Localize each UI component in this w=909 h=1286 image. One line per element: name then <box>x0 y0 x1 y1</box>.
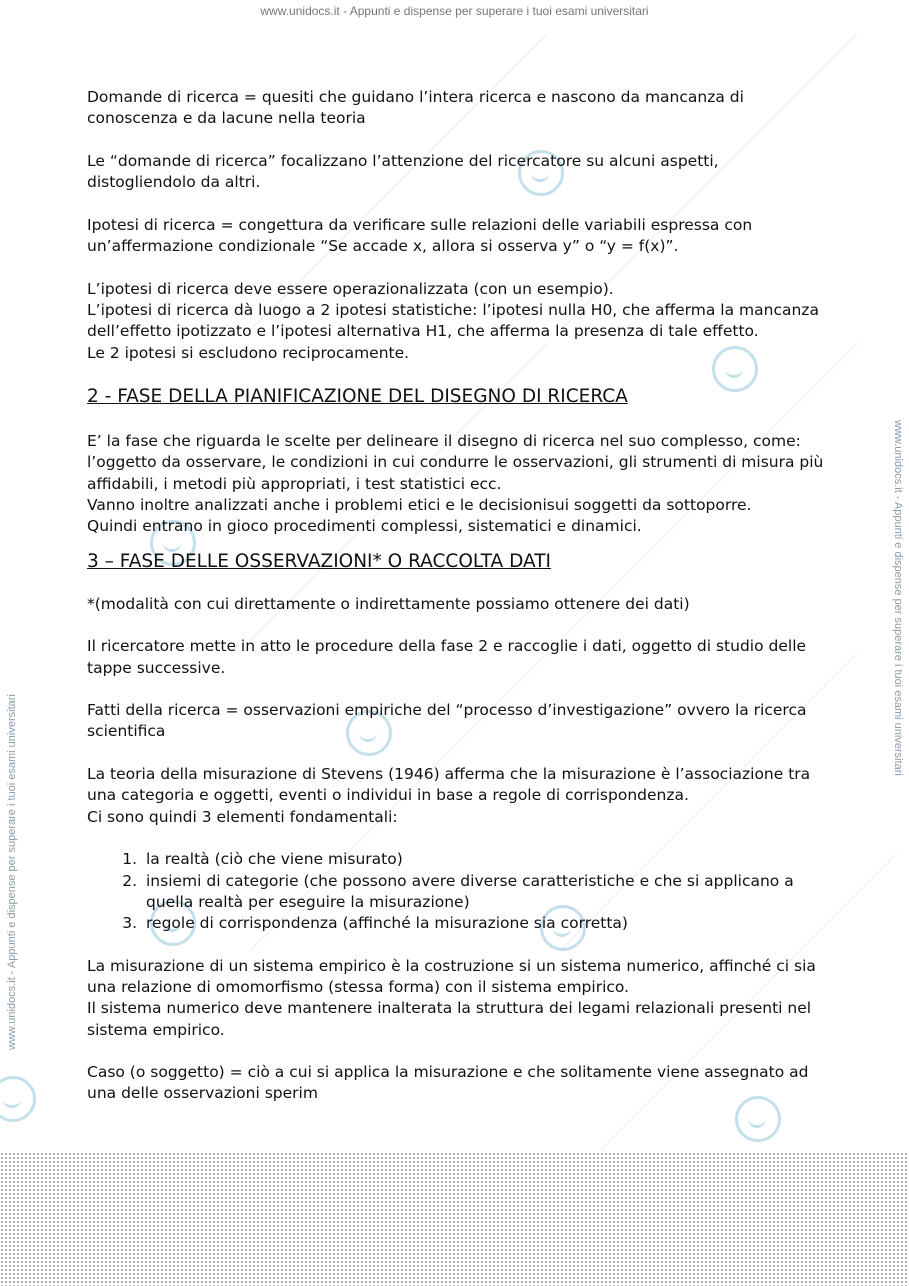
paragraph: Vanno inoltre analizzati anche i problemi etici e le decisionisui soggetti da sottoporre. <box>87 496 752 515</box>
elements-list <box>87 849 827 934</box>
watermark-banner: www.unidocs.it - Appunti e dispense per superare i tuoi esami universitari <box>260 4 649 18</box>
paragraph: Ipotesi di ricerca = congettura da verificare sulle relazioni delle variabili espressa con un’affermazione condizionale “Se accade x, allora si osserva y” o “y = f(x)”. <box>87 215 753 256</box>
watermark-side-text-right: www.unidocs.it - Appunti e dispense per superare i tuoi esami universitari <box>892 420 904 776</box>
obscured-region <box>0 1152 909 1286</box>
paragraph: L’ipotesi di ricerca dà luogo a 2 ipotesi statistiche: l’ipotesi nulla H0, che afferma la mancanza dell’effetto ipotizzato e l’ipotesi alternativa H1, che afferma la presenza di tale effetto. <box>87 300 819 341</box>
paragraph: La misurazione di un sistema empirico è la costruzione si un sistema numerico, affinché ci sia una relazione di omomorfismo (stessa forma) con il sistema empirico. <box>87 956 816 996</box>
paragraph: E’ la fase che riguarda le scelte per delineare il disegno di ricerca nel suo complesso, come: l’oggetto da osservare, le condizioni in cui condurre le osservazioni, gli strumenti di misura più affidabili, i metodi più appropriati, i test statistici ecc. <box>87 432 824 493</box>
paragraph: *(modalità con cui direttamente o indirettamente possiamo ottenere dei dati) <box>87 594 690 613</box>
paragraph: Caso (o soggetto) = ciò a cui si applica la misurazione e che solitamente viene assegnato ad una delle osservazioni sperim <box>87 1063 809 1103</box>
section-heading: 2 - FASE DELLA PIANIFICAZIONE DEL DISEGNO DI RICERCA <box>87 386 628 408</box>
paragraph: Quindi entrano in gioco procedimenti complessi, sistematici e dinamici. <box>87 517 642 536</box>
document-body <box>87 87 827 1126</box>
paragraph: Fatti della ricerca = osservazioni empiriche del “processo d’investigazione” ovvero la ricerca scientifica <box>87 701 807 741</box>
watermark-side-text-left: www.unidocs.it - Appunti e dispense per superare i tuoi esami universitari <box>6 694 18 1050</box>
paragraph: L’ipotesi di ricerca deve essere operazionalizzata (con un esempio). <box>87 279 614 298</box>
paragraph: Ci sono quindi 3 elementi fondamentali: <box>87 807 398 826</box>
paragraph: La teoria della misurazione di Stevens (1946) afferma che la misurazione è l’associazione tra una categoria e oggetti, eventi o individui in base a regole di corrispondenza. <box>87 765 811 805</box>
list-item: 1. la realtà (ciò che viene misurato) <box>142 849 827 870</box>
paragraph: Le “domande di ricerca” focalizzano l’attenzione del ricercatore su alcuni aspetti, distogliendolo da altri. <box>87 151 719 192</box>
section-heading: 3 – FASE DELLE OSSERVAZIONI* O RACCOLTA DATI <box>87 550 551 572</box>
list-item: 3. regole di corrispondenza (affinché la misurazione sia corretta) <box>142 913 827 934</box>
list-item: 2. insiemi di categorie (che possono avere diverse caratteristiche e che si applicano a quella realtà per eseguire la misurazione) <box>142 871 827 914</box>
paragraph: Il sistema numerico deve mantenere inalterata la struttura dei legami relazionali presenti nel sistema empirico. <box>87 999 812 1039</box>
paragraph: Le 2 ipotesi si escludono reciprocamente. <box>87 343 410 362</box>
paragraph: Il ricercatore mette in atto le procedure della fase 2 e raccoglie i dati, oggetto di studio delle tappe successive. <box>87 637 807 677</box>
unidocs-logo-icon <box>0 1076 36 1122</box>
paragraph: Domande di ricerca = quesiti che guidano l’intera ricerca e nascono da mancanza di conoscenza e da lacune nella teoria <box>87 88 744 128</box>
